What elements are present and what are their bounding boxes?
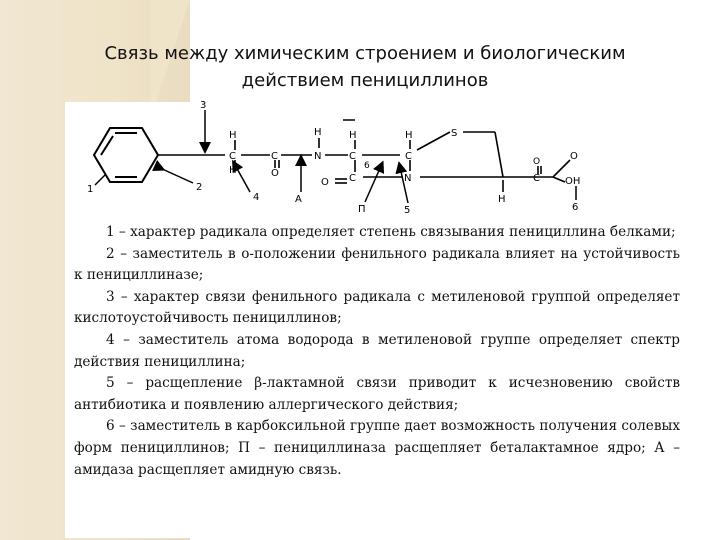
atom-h-g: H bbox=[498, 194, 506, 205]
atom-n-c: N bbox=[314, 151, 322, 162]
atom-oh-h: OH bbox=[565, 176, 581, 187]
label-6: 6 bbox=[572, 202, 579, 213]
note-1: 1 – характер радикала определяет степень связывания пенициллина белками; bbox=[106, 224, 676, 240]
note-6: 6 – заместитель в карбоксильной группе дает возможность получения солевых форм пенициллинов; П – пенициллиназа расщепляет беталактамное ядро; А – амидаза расщепляет амидную связь. bbox=[74, 418, 680, 478]
atom-h-a: H bbox=[229, 130, 237, 141]
label-1: 1 bbox=[87, 184, 94, 195]
slide-title bbox=[60, 40, 670, 94]
arrows bbox=[95, 110, 576, 203]
note-3: 3 – характер связи фенильного радикала с метиленовой группой определяет кислотоустойчивость пенициллинов; bbox=[74, 288, 680, 327]
label-a: А bbox=[295, 194, 302, 205]
atom-c-g: C bbox=[533, 173, 540, 184]
label-6-ring: 6 bbox=[364, 161, 370, 171]
title-line-2: действием пенициллинов bbox=[241, 70, 489, 91]
atom-c-e: C bbox=[405, 151, 412, 162]
atom-o-b: O bbox=[271, 168, 279, 179]
description-text bbox=[74, 222, 680, 481]
atom-o-g: O bbox=[533, 157, 541, 167]
note-4: 4 – заместитель атома водорода в метиленовой группе определяет спектр действия пенициллина; bbox=[74, 331, 680, 370]
atom-c-a: C bbox=[229, 151, 236, 162]
atom-o-f: O bbox=[321, 177, 329, 188]
atom-n-f: N bbox=[404, 173, 412, 184]
label-p: П bbox=[358, 204, 366, 215]
note-2: 2 – заместитель в о-положении фенильного радикала влияет на устойчивость к пенициллиназе; bbox=[74, 245, 680, 284]
label-5: 5 bbox=[404, 205, 411, 216]
atom-h-b: H bbox=[229, 165, 237, 176]
atom-h-c: H bbox=[314, 127, 322, 138]
title-line-1: Связь между химическим строением и биологическим bbox=[104, 43, 626, 64]
atom-c-b: C bbox=[271, 151, 278, 162]
atom-s-e: S bbox=[451, 128, 458, 139]
atom-c-f: C bbox=[349, 173, 356, 184]
benzene-ring bbox=[94, 128, 158, 182]
label-3: 3 bbox=[200, 100, 207, 111]
atom-h-e: H bbox=[405, 130, 413, 141]
atom-h-d: H bbox=[349, 130, 357, 141]
note-5: 5 – расщепление β-лактамной связи приводит к исчезновению свойств антибиотика и появлению аллергического действия; bbox=[74, 375, 680, 413]
penicillin-structure-diagram bbox=[65, 100, 690, 222]
label-4: 4 bbox=[253, 192, 260, 203]
label-2: 2 bbox=[196, 182, 203, 193]
atom-o-h: O bbox=[570, 151, 578, 162]
atom-c-d: C bbox=[349, 151, 356, 162]
